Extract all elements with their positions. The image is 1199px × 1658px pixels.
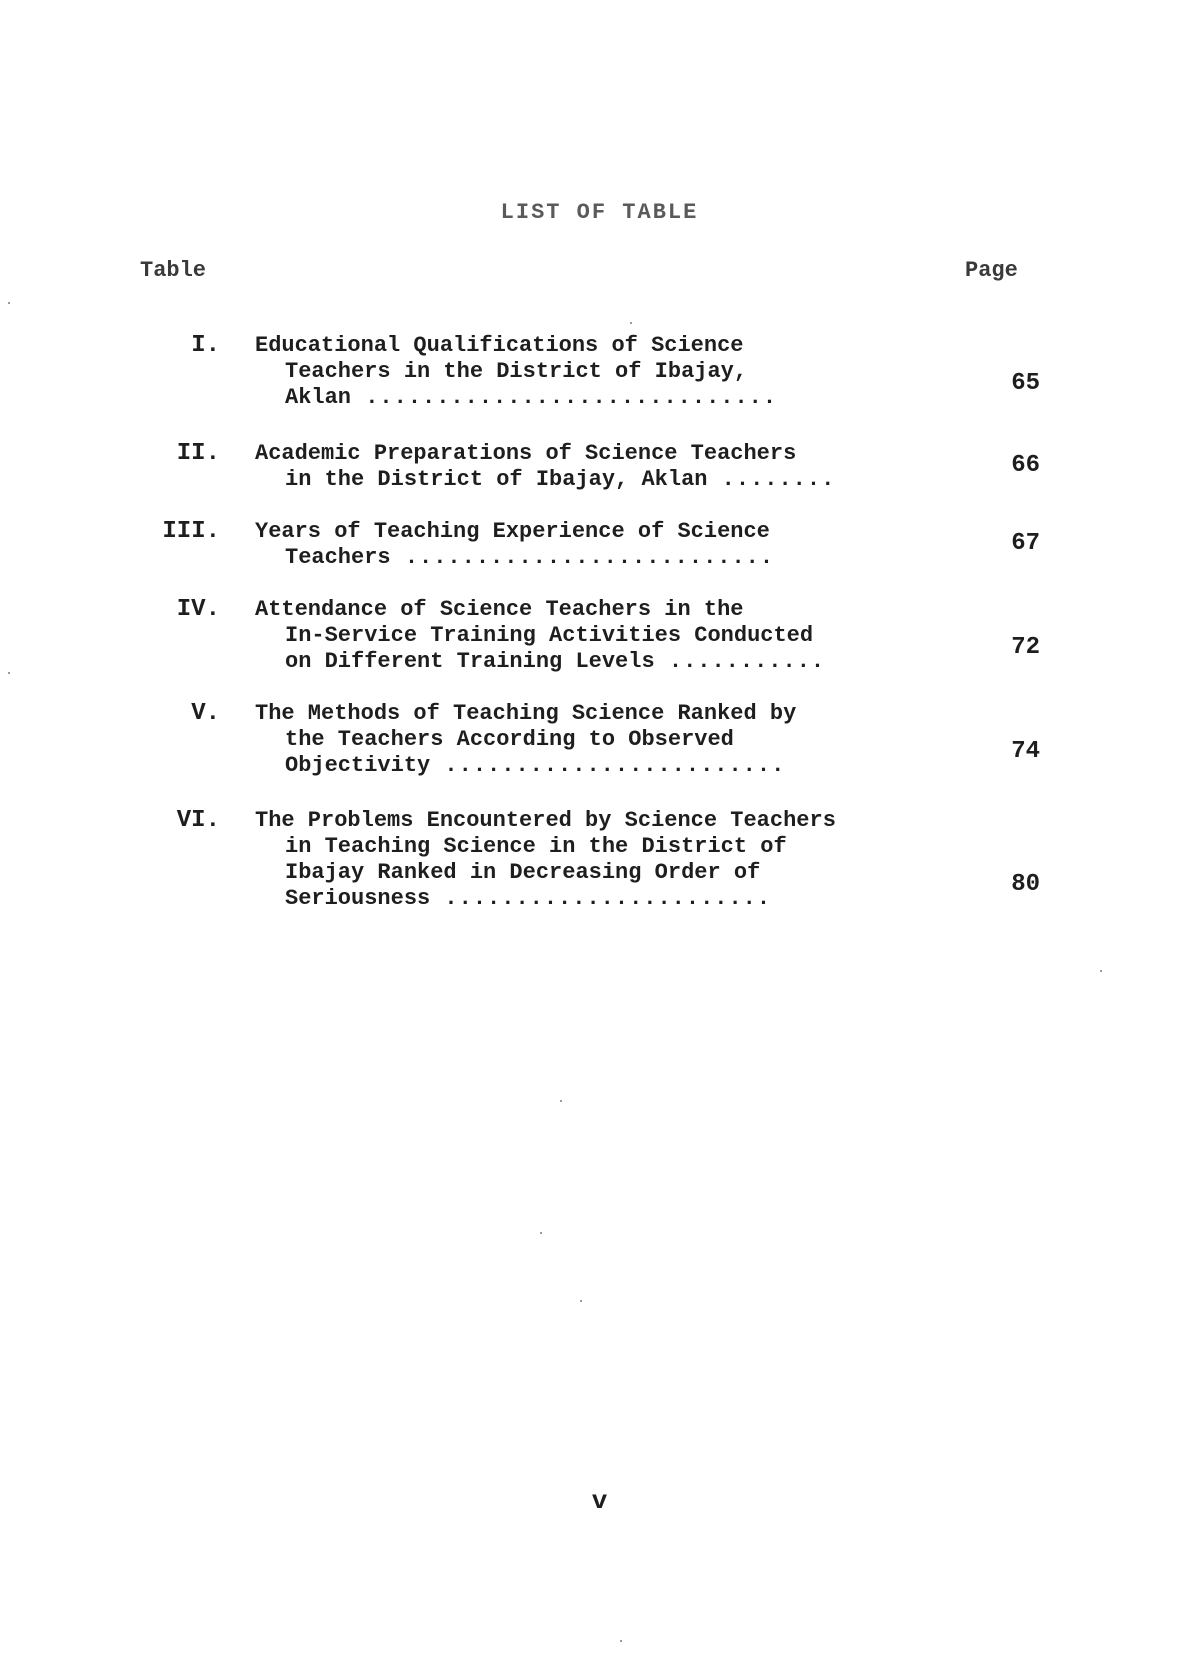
table-entry-number: I.: [191, 332, 220, 359]
scan-speck: [620, 1640, 622, 1642]
table-entry-line: In-Service Training Activities Conducted: [285, 623, 814, 648]
scan-speck: [8, 302, 10, 304]
table-entry-line: Objectivity: [285, 753, 431, 778]
table-entry-title: [255, 333, 975, 411]
column-header-table: Table: [140, 258, 207, 283]
dot-leader: ........................: [430, 753, 786, 778]
table-entry-page: 80: [1011, 871, 1040, 898]
page-title: LIST OF TABLE: [500, 200, 699, 225]
table-entry-title: [255, 441, 975, 493]
dot-leader: ..........................: [390, 545, 775, 570]
scan-speck: [1100, 970, 1102, 972]
table-entry-line: on Different Training Levels: [285, 649, 655, 674]
scan-speck: [560, 1100, 562, 1102]
table-entry-line: in Teaching Science in the District of: [285, 834, 787, 859]
dot-leader: ........: [707, 467, 836, 492]
table-entry-number: VI.: [176, 807, 220, 834]
dot-leader: ...........: [654, 649, 826, 674]
dot-leader: .......................: [430, 886, 772, 911]
scan-speck: [540, 1232, 542, 1234]
scan-speck: [630, 322, 632, 324]
table-entry-line: Attendance of Science Teachers in the: [255, 597, 744, 622]
table-entry-line: the Teachers According to Observed: [285, 727, 734, 752]
table-entry-page: 66: [1011, 452, 1040, 479]
scan-speck: [8, 672, 10, 674]
table-entry-line: The Problems Encountered by Science Teachers: [255, 808, 836, 833]
table-entry-line: The Methods of Teaching Science Ranked by: [255, 701, 797, 726]
table-entry-number: II.: [176, 440, 220, 467]
table-entry-line: Teachers: [285, 545, 391, 570]
column-header-page: Page: [965, 258, 1018, 283]
table-entry-title: [255, 597, 975, 675]
table-entry-line: in the District of Ibajay, Aklan: [285, 467, 708, 492]
table-entry-title: [255, 808, 975, 912]
scan-speck: [580, 1300, 582, 1302]
table-entry-number: V.: [191, 700, 220, 727]
table-entry-line: Ibajay Ranked in Decreasing Order of: [285, 860, 761, 885]
table-entry-line: Academic Preparations of Science Teachers: [255, 441, 797, 466]
page-number: v: [591, 1486, 608, 1516]
table-entry-page: 67: [1011, 530, 1040, 557]
table-entry-number: IV.: [176, 596, 220, 623]
table-entry-title: [255, 519, 975, 571]
table-entry-page: 72: [1011, 634, 1040, 661]
table-entry-page: 65: [1011, 370, 1040, 397]
dot-leader: .............................: [351, 385, 778, 410]
table-entry-title: [255, 701, 975, 779]
table-entry-number: III.: [162, 518, 220, 545]
table-entry-line: Aklan: [285, 385, 352, 410]
table-entry-line: Educational Qualifications of Science: [255, 333, 744, 358]
table-entry-page: 74: [1011, 738, 1040, 765]
table-entry-line: Years of Teaching Experience of Science: [255, 519, 770, 544]
table-entry-line: Seriousness: [285, 886, 431, 911]
table-entry-line: Teachers in the District of Ibajay,: [285, 359, 748, 384]
